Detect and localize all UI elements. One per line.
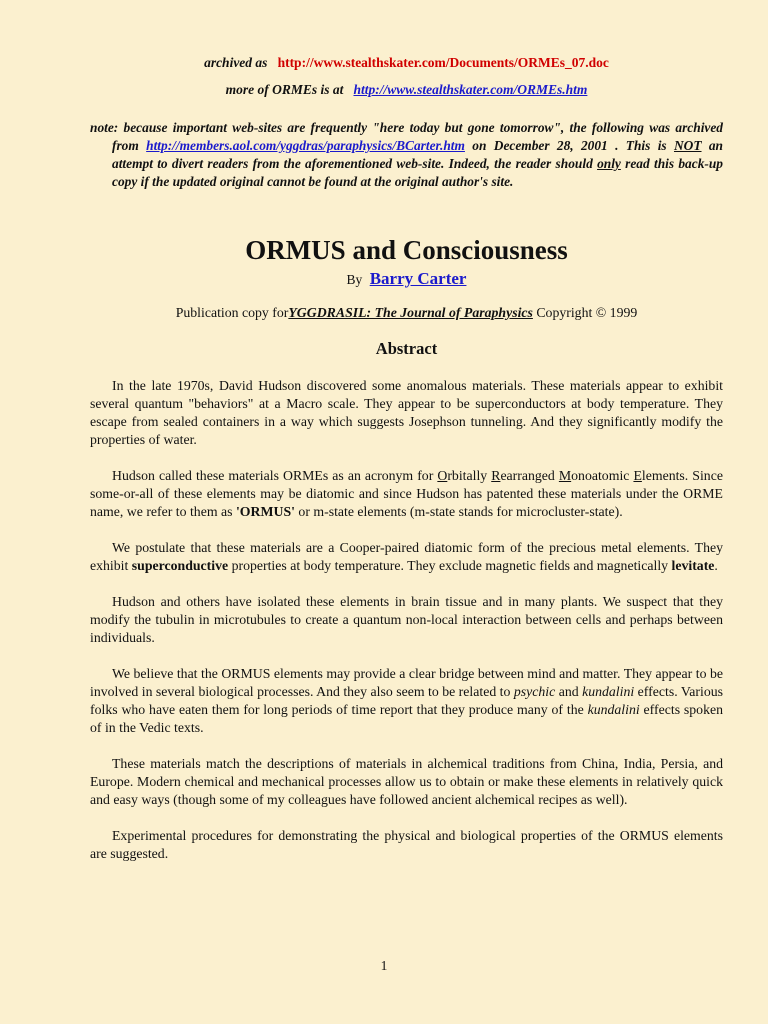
p2-initial-m: M <box>558 468 572 483</box>
journal-name: YGGDRASIL: The Journal of Paraphysics <box>288 305 533 320</box>
p2-initial-r: R <box>491 468 501 483</box>
p2-word-rearranged: earranged <box>500 468 559 483</box>
page-number: 1 <box>380 958 388 973</box>
copyright-text: Copyright © 1999 <box>532 305 638 320</box>
archived-line <box>90 54 723 72</box>
p5-kundalini-2: kundalini <box>587 702 640 717</box>
p3-levitate: levitate <box>671 558 715 573</box>
document-title: ORMUS and Consciousness <box>245 235 568 265</box>
publication-line <box>90 305 723 321</box>
paragraph-3 <box>90 539 723 575</box>
p2-text-e: lements. Since some-or-all of these elements may be diatomic and since Hudson has patented these materials under the ORME name, we refer to them as <box>90 468 723 519</box>
abstract-heading: Abstract <box>375 339 438 358</box>
original-source-link[interactable]: http://members.aol.com/yggdras/paraphysics/BCarter.htm <box>146 138 465 153</box>
p2-word-monoatomic: onoatomic <box>571 468 634 483</box>
paragraph-6: These materials match the descriptions of materials in alchemical traditions from China, India, Persia, and Europe. Modern chemical and mechanical processes allow us to obtain or make these elements in relatively quick and easy ways (though some of my colleagues have followed ancient alchemical recipes as well). <box>90 756 723 807</box>
p2-word-orbitally: rbitally <box>447 468 492 483</box>
p2-ormus-term: 'ORMUS' <box>235 504 295 519</box>
p3-text-c: . <box>714 558 718 573</box>
p5-psychic: psychic <box>513 684 556 699</box>
p2-text-a: Hudson called these materials ORMEs as an acronym for <box>112 468 438 483</box>
paragraph-5 <box>90 665 723 737</box>
p5-text-d: effects spoken of in the Vedic texts. <box>90 702 723 735</box>
byline-by: By <box>346 272 363 287</box>
p3-superconductive: superconductive <box>131 558 229 573</box>
p2-initial-e: E <box>633 468 642 483</box>
archive-note <box>90 119 723 191</box>
note-text-1: note: because important web-sites are frequently "here today but gone tomorrow", the following was archived from <box>90 120 723 153</box>
archived-label: archived as <box>204 55 268 70</box>
paragraph-7: Experimental procedures for demonstrating the physical and biological properties of the ORMUS elements are suggested. <box>90 828 723 861</box>
p5-text-a: We believe that the ORMUS elements may provide a clear bridge between mind and matter. They appear to be involved in several biological processes. And they also seem to be related to <box>90 666 723 699</box>
note-not-emphasis: NOT <box>673 138 702 153</box>
more-line <box>90 81 723 99</box>
publication-prefix: Publication copy for <box>175 305 289 320</box>
more-link[interactable]: http://www.stealthskater.com/ORMEs.htm <box>353 82 588 97</box>
more-label: more of ORMEs is at <box>225 82 344 97</box>
note-text-4: read this back-up copy if the updated original cannot be found at the original author's site. <box>112 156 723 189</box>
note-text-3: an attempt to divert readers from the aforementioned web-site. Indeed, the reader should <box>112 138 724 171</box>
paragraph-4: Hudson and others have isolated these elements in brain tissue and in many plants. We suspect that they modify the tubulin in microtubules to create a quantum non-local interaction between cells and perhaps between individuals. <box>90 594 723 645</box>
note-only-emphasis: only <box>597 156 621 171</box>
byline <box>90 269 723 289</box>
note-text-2: on December 28, 2001 . This is <box>464 138 674 153</box>
p5-text-c: effects. Various folks who have eaten them for long periods of time report that they produce many of the <box>90 684 723 717</box>
p3-text-b: properties at body temperature. They exclude magnetic fields and magnetically <box>228 558 672 573</box>
paragraph-2 <box>90 467 723 521</box>
paragraph-1: In the late 1970s, David Hudson discovered some anomalous materials. These materials appear to exhibit several quantum "behaviors" at a Macro scale. They appear to be superconductors at body temperature. They escape from sealed containers in a way which suggests Josephson tunneling. And they significantly modify the properties of water. <box>90 378 723 447</box>
p2-text-b: or m-state elements (m-state stands for microcluster-state). <box>294 504 623 519</box>
document-page <box>90 52 723 863</box>
archived-url[interactable]: http://www.stealthskater.com/Documents/ORMEs_07.doc <box>277 55 609 70</box>
p5-kundalini-1: kundalini <box>582 684 635 699</box>
author-link[interactable]: Barry Carter <box>369 269 467 288</box>
p2-initial-o: O <box>437 468 448 483</box>
p3-text-a: We postulate that these materials are a Cooper-paired diatomic form of the precious metal elements. They exhibit <box>90 540 723 573</box>
p5-text-b: and <box>555 684 583 699</box>
